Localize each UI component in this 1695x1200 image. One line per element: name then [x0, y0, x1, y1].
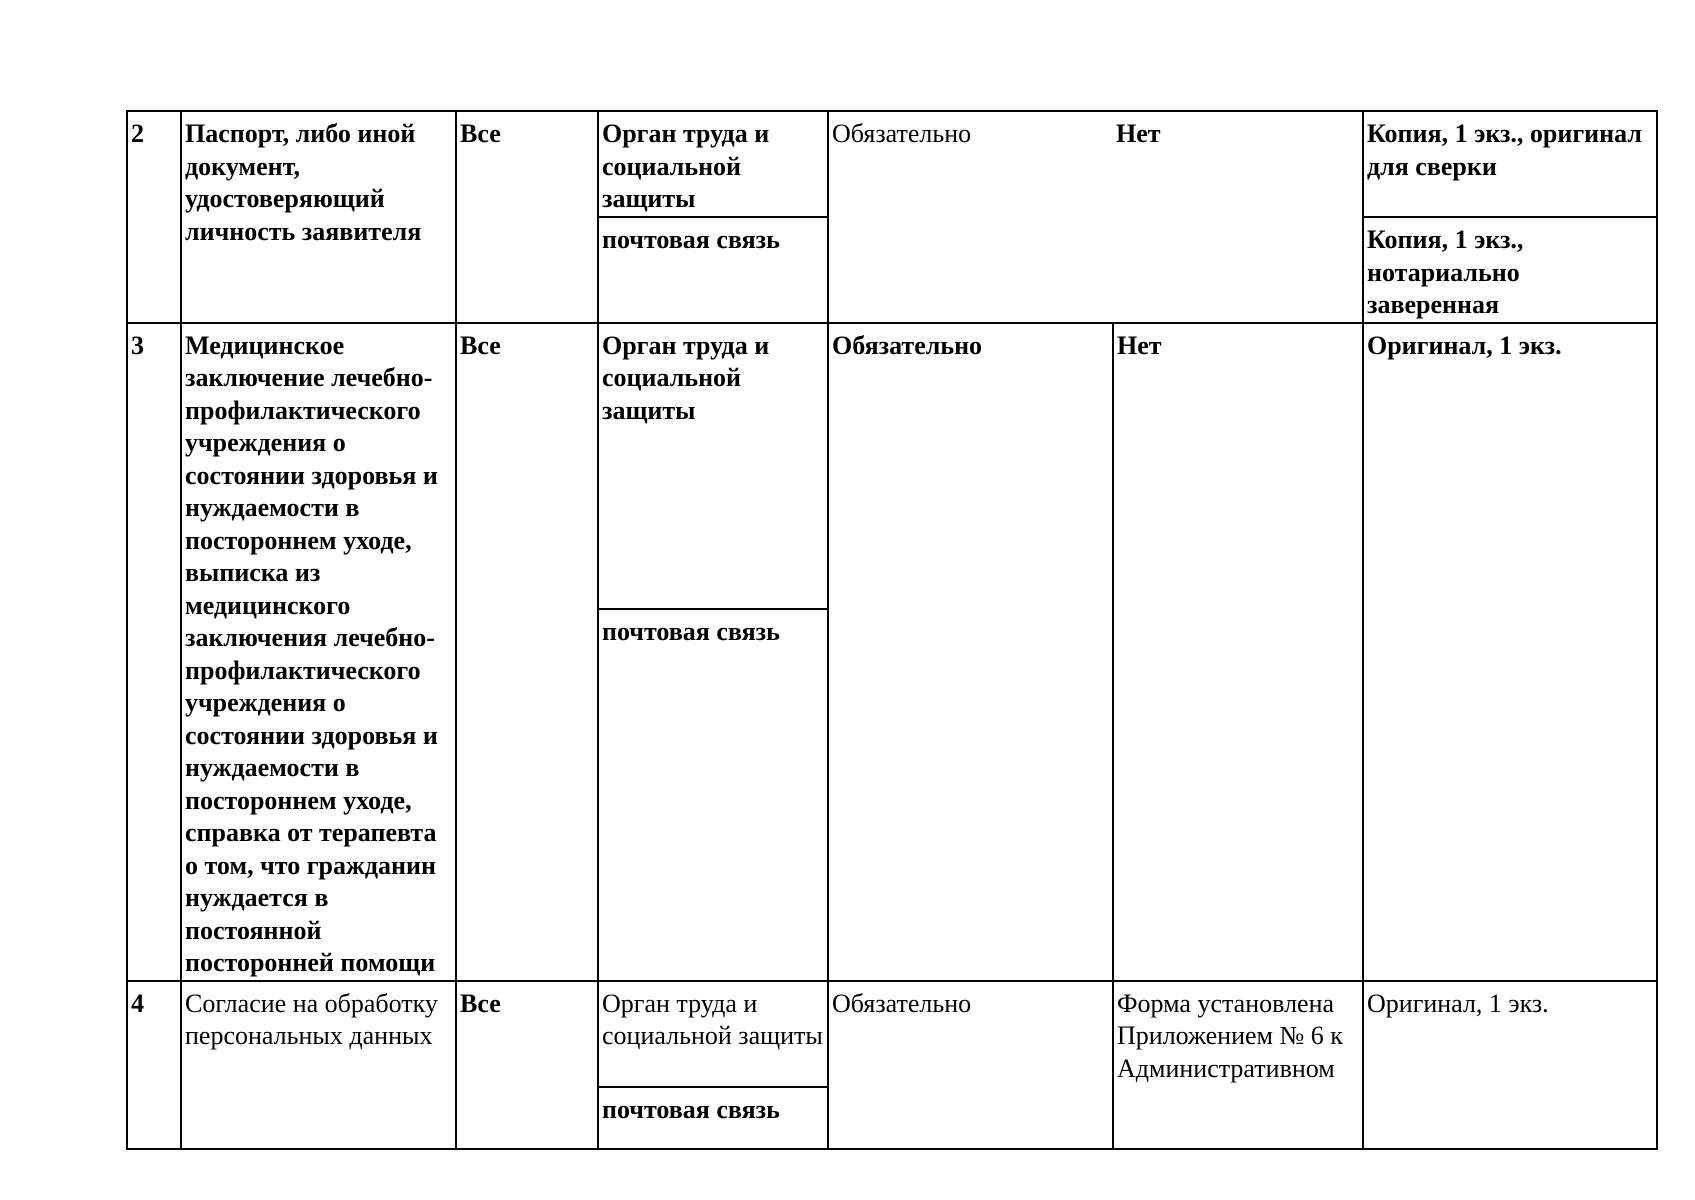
applicant-category: Все — [456, 323, 598, 981]
form-info: Форма установлена Приложением № 6 к Административном — [1113, 981, 1363, 1149]
channel-label: почтовая связь — [598, 609, 828, 981]
form-info: Нет — [1113, 111, 1363, 323]
channel-label: Орган труда и социальной защиты — [598, 323, 828, 609]
row-number: 3 — [127, 323, 181, 981]
table-row — [127, 323, 1657, 609]
form-info: Нет — [1113, 323, 1363, 981]
applicant-category: Все — [456, 111, 598, 323]
channel-label: почтовая связь — [598, 217, 828, 323]
table-row — [127, 981, 1657, 1087]
document-name: Согласие на обработку персональных данных — [181, 981, 456, 1149]
submission-format: Копия, 1 экз., оригинал для сверки — [1363, 111, 1657, 217]
required-status: Обязательно — [828, 111, 1113, 323]
channel-label: Орган труда и социальной защиты — [598, 111, 828, 217]
row-number: 4 — [127, 981, 181, 1149]
document-table — [126, 110, 1658, 1150]
submission-format: Оригинал, 1 экз. — [1363, 323, 1657, 981]
applicant-category: Все — [456, 981, 598, 1149]
document-name: Медицинское заключение лечебно-профилактического учреждения о состоянии здоровья и нуждаемости в постороннем уходе, выписка из медицинского заключения лечебно-профилактического учреждения о состоянии здоровья и нуждаемости в постороннем уходе, справка от терапевта о том, что гражданин нуждается в постоянной посторонней помощи — [181, 323, 456, 981]
submission-format: Оригинал, 1 экз. — [1363, 981, 1657, 1149]
table-row — [127, 111, 1657, 217]
document-name: Паспорт, либо иной документ, удостоверяющий личность заявителя — [181, 111, 456, 323]
submission-format: Копия, 1 экз., нотариально заверенная — [1363, 217, 1657, 323]
required-status: Обязательно — [828, 323, 1113, 981]
required-status: Обязательно — [828, 981, 1113, 1149]
channel-label: Орган труда и социальной защиты — [598, 981, 828, 1087]
row-number: 2 — [127, 111, 181, 323]
channel-label: почтовая связь — [598, 1087, 828, 1149]
